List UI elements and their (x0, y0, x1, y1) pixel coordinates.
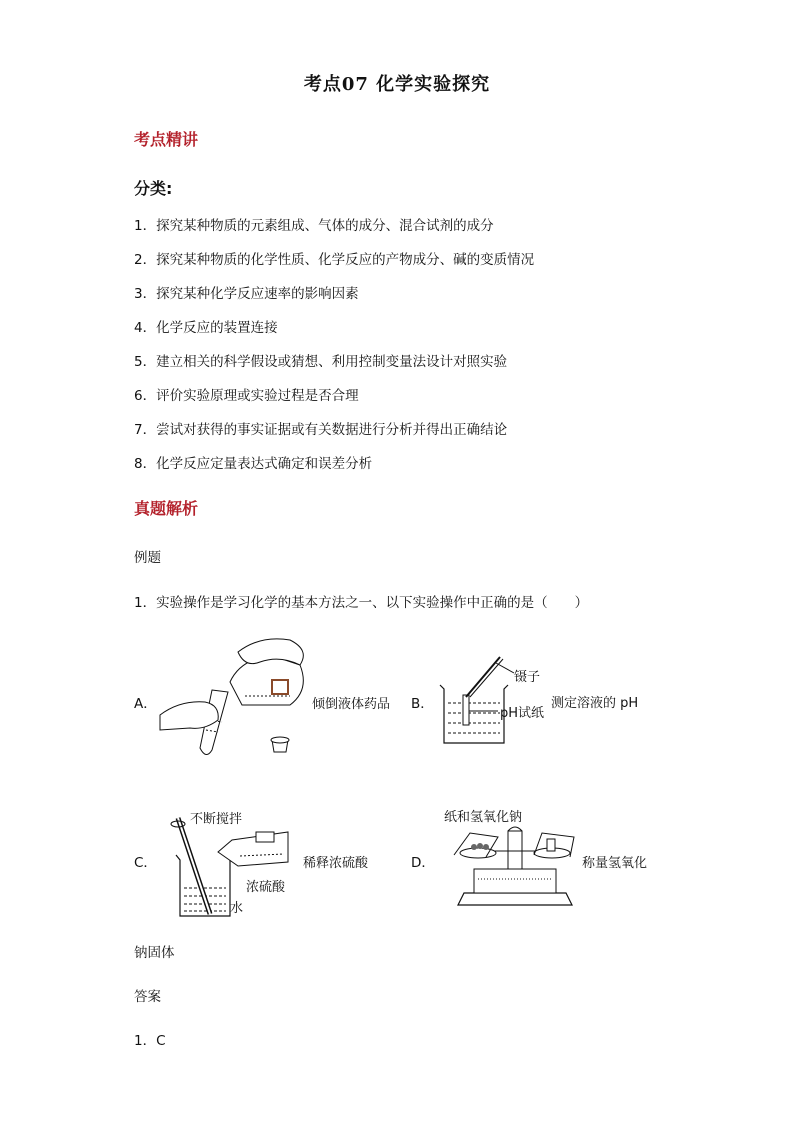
option-d-letter: D． (411, 855, 435, 871)
weight-icon (547, 839, 555, 851)
acid-label: 浓硫酸 (246, 880, 286, 895)
list-item: 5．建立相关的科学假设或猜想、利用控制变量法设计对照实验 (134, 354, 508, 370)
list-item: 6．评价实验原理或实验过程是否合理 (134, 388, 359, 404)
bottle-label-icon (272, 680, 288, 694)
solid-pellet-icon (471, 844, 477, 850)
list-item: 2．探究某种物质的化学性质、化学反应的产物成分、碱的变质情况 (134, 252, 535, 268)
option-b-letter: B． (411, 696, 434, 712)
ph-paper-label: pH试纸 (500, 706, 545, 721)
answer-value: 1．C (134, 1033, 166, 1049)
paper-naoh-label: 纸和氢氧化钠 (444, 810, 523, 825)
option-d-description: 称量氢氧化 (582, 856, 648, 871)
balance-figure (450, 825, 580, 910)
answer-label: 答案 (134, 989, 161, 1005)
section-heading-exam-analysis: 真题解析 (134, 499, 199, 518)
example-label: 例题 (134, 550, 161, 566)
list-item: 8．化学反应定量表达式确定和误差分析 (134, 456, 373, 472)
option-b-description: 测定溶液的 pH (551, 696, 639, 711)
classification-heading: 分类: (134, 179, 173, 198)
tweezers-label: 镊子 (514, 670, 541, 685)
section-heading-key-points: 考点精讲 (134, 130, 199, 149)
option-c-description: 稀释浓硫酸 (303, 856, 369, 871)
water-label: 水 (230, 901, 244, 916)
option-a-letter: A． (134, 696, 157, 712)
stir-label: 不断搅拌 (190, 812, 243, 827)
list-item: 7．尝试对获得的事实证据或有关数据进行分析并得出正确结论 (134, 422, 508, 438)
list-item: 3．探究某种化学反应速率的影响因素 (134, 286, 359, 302)
pouring-liquid-figure (160, 630, 310, 760)
page-title: 考点07 化学实验探究 (303, 74, 491, 95)
option-c-letter: C． (134, 855, 157, 871)
option-a-description: 倾倒液体药品 (312, 697, 391, 712)
list-item: 4．化学反应的装置连接 (134, 320, 278, 336)
list-item: 1．探究某种物质的元素组成、气体的成分、混合试剂的成分 (134, 218, 494, 234)
question-text: 1．实验操作是学习化学的基本方法之一、以下实验操作中正确的是（ ） (134, 595, 589, 611)
option-d-continuation: 钠固体 (134, 945, 175, 961)
